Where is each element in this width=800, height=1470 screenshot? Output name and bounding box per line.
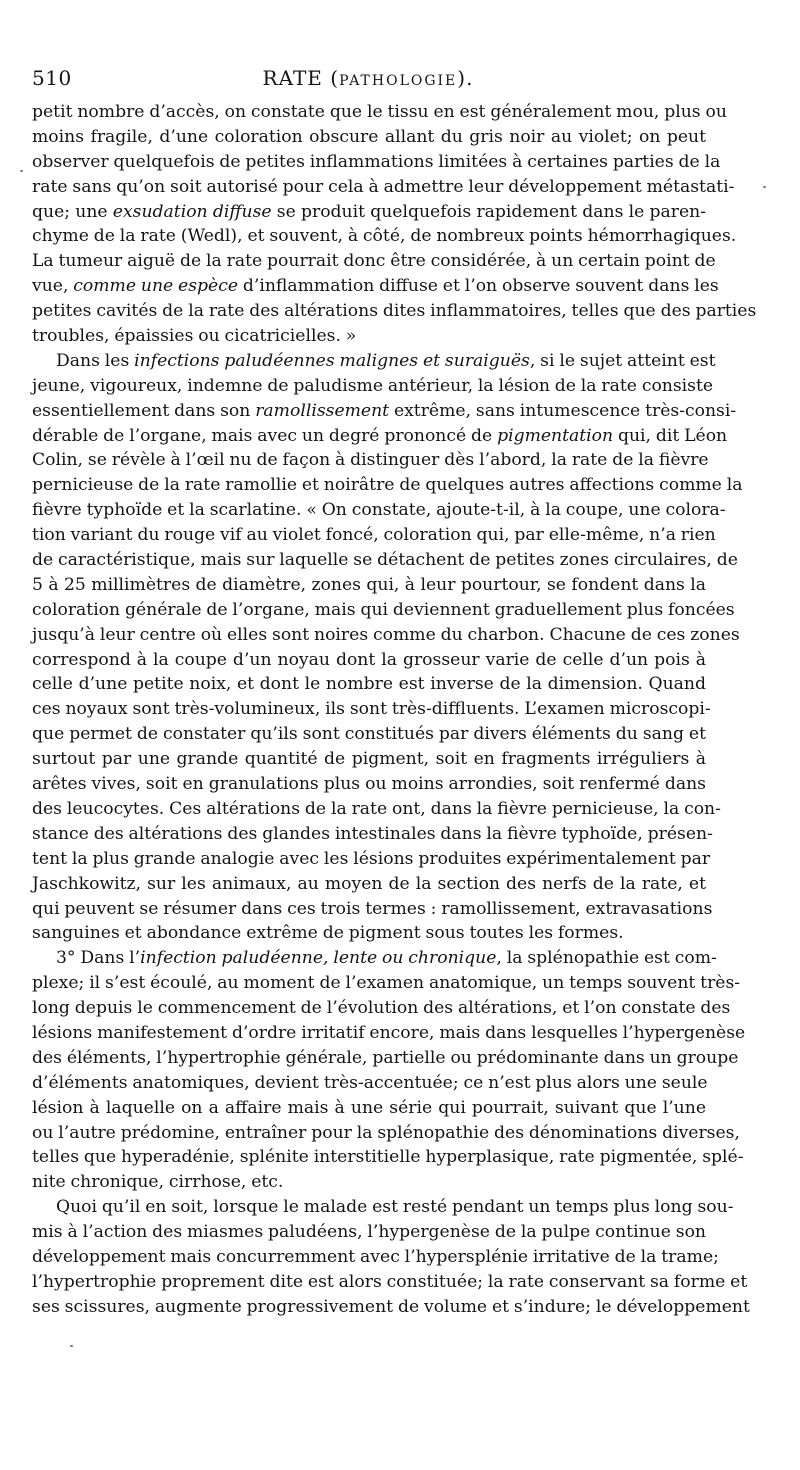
text-span: Dans les: [56, 350, 135, 371]
italic-text: infections paludéennes malignes et suraiguës: [134, 350, 530, 371]
italic-text: exsudation diffuse: [112, 201, 272, 222]
text-line: [32, 672, 706, 697]
text-span: lésion à laquelle on a affaire mais à une série qui pourrait, suivant que l’une: [32, 1097, 706, 1118]
text-span: d’inflammation diffuse et l’on observe souvent dans les: [238, 276, 719, 297]
body-text: [32, 100, 757, 1320]
text-line: [32, 175, 735, 200]
text-span: mis à l’action des miasmes paludéens, l’hypergenèse de la pulpe continue son: [32, 1222, 706, 1243]
text-span: Quoi qu’il en soit, lorsque le malade est resté pendant un temps plus long sou-: [56, 1197, 734, 1218]
text-line: [32, 946, 717, 971]
text-line: [32, 299, 757, 324]
text-span: extrême, sans intumescence très-consi-: [389, 400, 737, 421]
text-line: [32, 648, 706, 673]
text-line: [32, 224, 737, 249]
text-span: se produit quelquefois rapidement dans le paren-: [271, 201, 706, 222]
text-line: [32, 971, 741, 996]
text-line: [32, 1046, 739, 1071]
text-span: chyme de la rate (Wedl), et souvent, à côté, de nombreux points hémorrhagiques.: [32, 226, 737, 247]
text-span: plexe; il s’est écoulé, au moment de l’examen anatomique, un temps souvent très-: [32, 973, 741, 994]
italic-text: infection paludéenne, lente ou chronique: [140, 948, 497, 969]
text-span: celle d’une petite noix, et dont le nombre est inverse de la dimension. Quand: [32, 674, 706, 695]
text-line: [32, 722, 706, 747]
text-line: [32, 598, 735, 623]
page-number: 510: [32, 66, 72, 90]
text-span: Jaschkowitz, sur les animaux, au moyen de la section des nerfs de la rate, et: [32, 873, 706, 894]
text-span: ses scissures, augmente progressivement de volume et s’indure; le développement: [32, 1296, 750, 1317]
italic-text: comme une espèce: [73, 276, 239, 297]
text-line: [32, 473, 743, 498]
text-line: [32, 1220, 706, 1245]
print-speck: [70, 1345, 73, 1347]
text-line: [32, 797, 721, 822]
text-span: rate sans qu’on soit autorisé pour cela à admettre leur développement métastati-: [32, 176, 735, 197]
text-line: [32, 697, 711, 722]
text-line: [32, 1145, 744, 1170]
text-line: [32, 424, 728, 449]
running-head-subtitle: PATHOLOGIE: [339, 73, 458, 89]
text-line: [32, 349, 716, 374]
text-span: dérable de l’organe, mais avec un degré prononcé de: [32, 425, 498, 446]
text-line: [32, 100, 727, 125]
text-line: [32, 1270, 748, 1295]
text-span: ces noyaux sont très-volumineux, ils sont très-diffluents. L’examen microscopi-: [32, 699, 711, 720]
text-span: développement mais concurremment avec l’hypersplénie irritative de la trame;: [32, 1246, 719, 1267]
text-span: jeune, vigoureux, indemne de paludisme antérieur, la lésion de la rate consiste: [32, 375, 714, 396]
text-span: tion variant du rouge vif au violet foncé, coloration qui, par elle-même, n’a rien: [32, 525, 716, 546]
text-span: petites cavités de la rate des altérations dites inflammatoires, telles que des parties: [32, 301, 757, 322]
text-span: d’éléments anatomiques, devient très-accentuée; ce n’est plus alors une seule: [32, 1072, 708, 1093]
text-span: jusqu’à leur centre où elles sont noires comme du charbon. Chacune de ces zones: [32, 624, 740, 645]
text-span: sanguines et abondance extrême de pigment sous toutes les formes.: [32, 923, 624, 944]
text-line: [32, 897, 713, 922]
text-line: [32, 921, 706, 946]
text-line: [32, 1071, 706, 1096]
text-span: essentiellement dans son: [32, 400, 256, 421]
text-line: [32, 996, 731, 1021]
text-line: [32, 399, 737, 424]
text-line: [32, 1170, 706, 1195]
text-line: [32, 772, 706, 797]
text-span: , si le sujet atteint est: [529, 350, 716, 371]
page-header: [32, 66, 704, 96]
running-head: RATE (PATHOLOGIE).: [262, 66, 474, 90]
text-line: [32, 872, 706, 897]
text-span: vue,: [32, 276, 74, 297]
text-span: correspond à la coupe d’un noyau dont la grosseur varie de celle d’un pois à: [32, 649, 706, 670]
text-line: [32, 274, 719, 299]
print-speck: [20, 170, 23, 172]
text-span: que permet de constater qu’ils sont constitués par divers éléments du sang et: [32, 724, 706, 745]
text-span: nite chronique, cirrhose, etc.: [32, 1172, 284, 1193]
text-span: tent la plus grande analogie avec les lésions produites expérimentalement par: [32, 848, 711, 869]
text-span: ou l’autre prédomine, entraîner pour la splénopathie des dénominations diverses,: [32, 1122, 740, 1143]
text-span: des leucocytes. Ces altérations de la rate ont, dans la fièvre pernicieuse, la con-: [32, 798, 721, 819]
text-line: [32, 1121, 740, 1146]
italic-text: pigmentation: [497, 425, 614, 446]
text-span: arêtes vives, soit en granulations plus ou moins arrondies, soit renfermé dans: [32, 774, 706, 795]
text-line: [32, 1096, 706, 1121]
text-span: l’hypertrophie proprement dite est alors constituée; la rate conservant sa forme et: [32, 1271, 748, 1292]
text-span: stance des altérations des glandes intestinales dans la fièvre typhoïde, présen-: [32, 823, 713, 844]
text-line: [32, 822, 713, 847]
text-span: qui peuvent se résumer dans ces trois termes : ramollissement, extravasations: [32, 898, 713, 919]
text-line: [32, 1245, 719, 1270]
text-line: [32, 324, 706, 349]
text-span: Colin, se révèle à l’œil nu de façon à distinguer dès l’abord, la rate de la fièvre: [32, 450, 709, 471]
italic-text: ramollissement: [255, 400, 390, 421]
text-line: [32, 747, 706, 772]
text-span: long depuis le commencement de l’évolution des altérations, et l’on constate des: [32, 998, 731, 1019]
text-line: [32, 150, 721, 175]
text-span: troubles, épaissies ou cicatricielles. »: [32, 326, 357, 347]
text-line: [32, 498, 726, 523]
text-span: 5 à 25 millimètres de diamètre, zones qui, à leur pourtour, se fondent dans la: [32, 574, 706, 595]
text-line: [32, 200, 706, 225]
text-line: [32, 1021, 746, 1046]
text-span: telles que hyperadénie, splénite interstitielle hyperplasique, rate pigmentée, splé-: [32, 1147, 744, 1168]
text-line: [32, 1295, 750, 1320]
text-span: La tumeur aiguë de la rate pourrait donc être considérée, à un certain point de: [32, 251, 716, 272]
text-line: [32, 1195, 734, 1220]
text-span: de caractéristique, mais sur laquelle se détachent de petites zones circulaires, de: [32, 550, 738, 571]
print-speck: [763, 186, 766, 188]
text-line: [32, 847, 711, 872]
text-span: que; une: [32, 201, 113, 222]
text-span: petit nombre d’accès, on constate que le tissu en est généralement mou, plus ou: [32, 102, 727, 122]
text-span: qui, dit Léon: [613, 425, 728, 446]
text-span: fièvre typhoïde et la scarlatine. « On constate, ajoute-t-il, à la coupe, une colora-: [32, 500, 726, 521]
text-span: , la splénopathie est com-: [496, 948, 717, 969]
text-line: [32, 548, 738, 573]
text-span: 3° Dans l’: [56, 948, 141, 969]
text-span: des éléments, l’hypertrophie générale, partielle ou prédominante dans un groupe: [32, 1047, 739, 1068]
text-line: [32, 523, 716, 548]
text-line: [32, 374, 714, 399]
running-head-title: RATE: [262, 66, 323, 90]
text-line: [32, 125, 706, 150]
text-span: lésions manifestement d’ordre irritatif encore, mais dans lesquelles l’hypergenèse: [32, 1022, 746, 1043]
text-span: surtout par une grande quantité de pigment, soit en fragments irréguliers à: [32, 749, 706, 770]
text-line: [32, 448, 709, 473]
text-span: observer quelquefois de petites inflammations limitées à certaines parties de la: [32, 151, 721, 172]
text-line: [32, 249, 716, 274]
text-span: pernicieuse de la rate ramollie et noirâtre de quelques autres affections comme la: [32, 475, 743, 496]
text-line: [32, 623, 740, 648]
text-span: coloration générale de l’organe, mais qui deviennent graduellement plus foncées: [32, 599, 735, 620]
text-span: moins fragile, d’une coloration obscure allant du gris noir au violet; on peut: [32, 126, 706, 147]
text-line: [32, 573, 706, 598]
